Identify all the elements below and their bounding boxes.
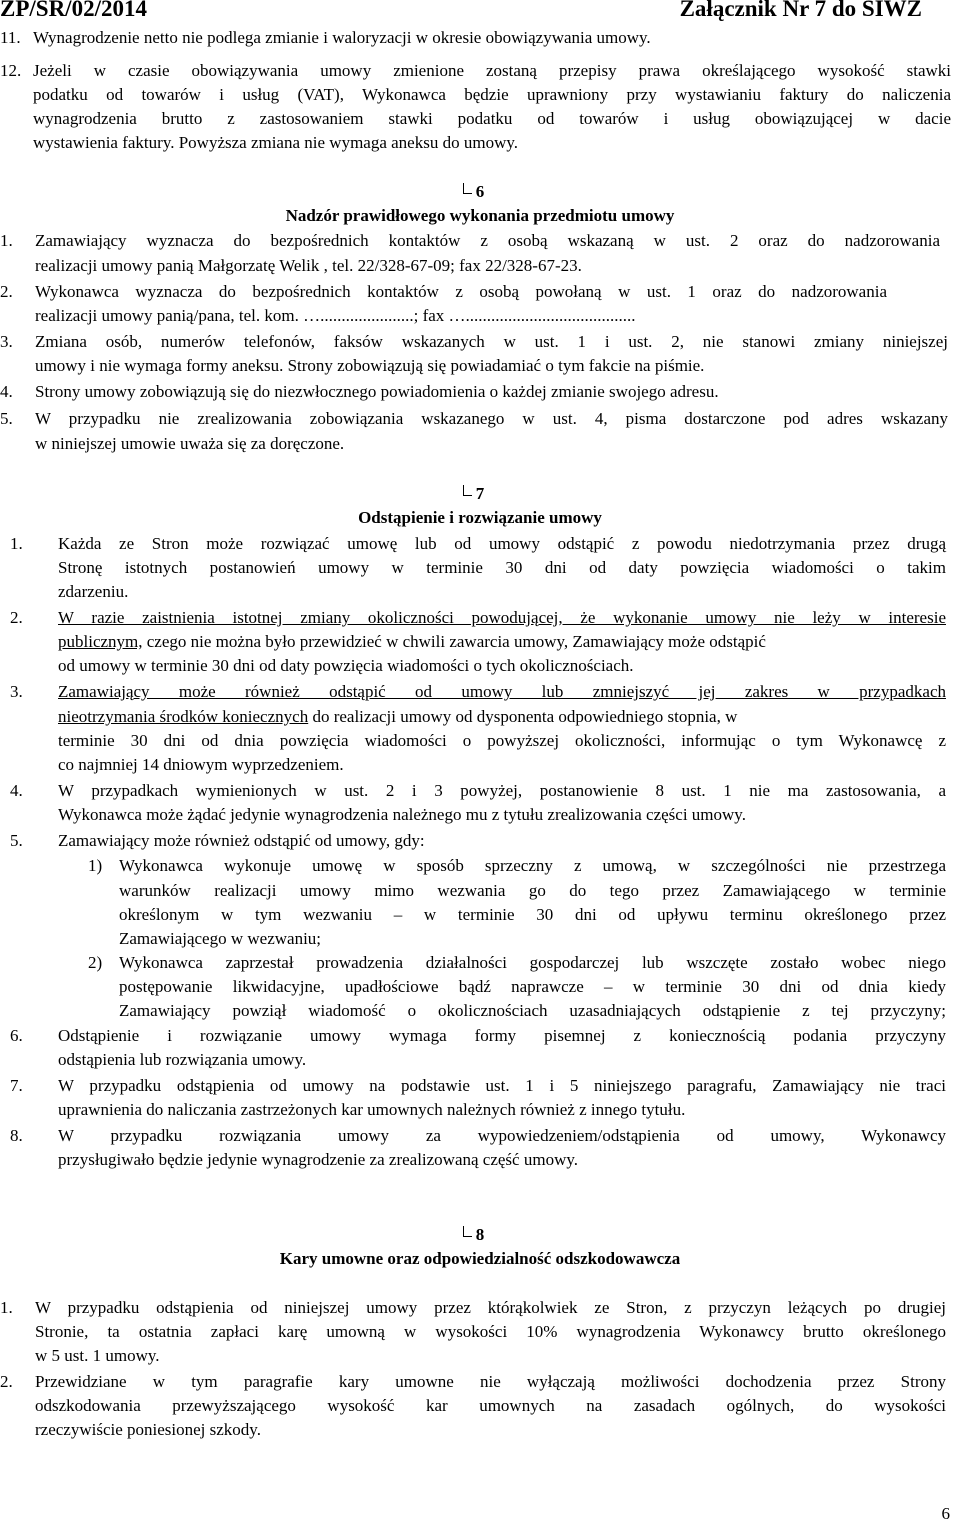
list-item: 1. W przypadku odstąpienia od niniejszej umowy przez którąkolwiek ze Stron, z przyczyn leżących po drugiej: [0, 1298, 946, 1317]
list-item: 6. Odstąpienie i rozwiązanie umowy wymaga formy pisemnej z koniecznością podania przyczyny: [10, 1026, 946, 1045]
page-number: 6: [941, 1504, 950, 1523]
list-item: 4. W przypadkach wymienionych w ust. 2 i 3 powyżej, postanowienie 8 ust. 1 nie ma zastosowania, a: [10, 781, 946, 800]
list-item: 7. W przypadku odstąpienia od umowy na podstawie ust. 1 i 5 niniejszego paragrafu, Zamawiający nie traci: [10, 1076, 946, 1095]
item-text-line: Jeżeli w czasie obowiązywania umowy zmienione zostaną przepisy prawa określającego wysokość stawki: [33, 61, 951, 80]
section-8-number: 8: [0, 1223, 960, 1247]
sub-list-item: 2) Wykonawca zaprzestał prowadzenia działalności gospodarczej lub wszczęte zostało wobec niego: [88, 953, 946, 972]
item-number: 12.: [0, 61, 22, 80]
section-7-number: 7: [0, 482, 960, 506]
list-item: 2. W razie zaistnienia istotnej zmiany okoliczności powodującej, że wykonanie umowy nie leży w interesie: [10, 608, 946, 627]
item-text-line: wystawienia faktury. Powyższa zmiana nie wymaga aneksu do umowy.: [33, 133, 518, 152]
sub-list-item: 1) Wykonawca wykonuje umowę w sposób sprzeczny z umową, w szczególności nie przestrzega: [88, 856, 946, 875]
attachment-label: Załącznik Nr 7 do SIWZ: [679, 0, 922, 21]
page-header: [0, 0, 960, 24]
list-item: 1. Zamawiający wyznacza do bezpośrednich kontaktów z osobą wskazaną w ust. 2 oraz do nadzorowania: [0, 231, 940, 250]
list-item: 4. Strony umowy zobowiązują się do niezwłocznego powiadomienia o każdej zmianie swojego adresu.: [0, 382, 719, 401]
list-item: 2. Przewidziane w tym paragrafie kary umowne nie wyłączają możliwości dochodzenia przez Strony: [0, 1372, 946, 1391]
section-6-number: 6: [0, 180, 960, 204]
list-item: 8. W przypadku rozwiązania umowy za wypowiedzeniem/odstąpienia od umowy, Wykonawcy: [10, 1126, 946, 1145]
section-8-title: Kary umowne oraz odpowiedzialność odszkodowawcza: [279, 1249, 681, 1268]
list-item: 5. W przypadku nie zrealizowania zobowiązania wskazanego w ust. 4, pisma dostarczone pod adres wskazany: [0, 409, 948, 428]
list-item: 3. Zmiana osób, numerów telefonów, faksów wskazanych w ust. 1 i ust. 2, nie stanowi zmiany niniejszej: [0, 332, 948, 351]
list-item: 1. Każda ze Stron może rozwiązać umowę lub od umowy odstąpić z powodu niedotrzymania przez drugą: [10, 534, 946, 553]
list-item: 3. Zamawiający może również odstąpić od umowy lub zmniejszyć jej zakres w przypadkach: [10, 682, 946, 701]
section-6-title: Nadzór prawidłowego wykonania przedmiotu umowy: [285, 206, 675, 225]
list-item: 5. Zamawiający może również odstąpić od umowy, gdy:: [10, 831, 425, 850]
document-reference: ZP/SR/02/2014: [0, 0, 147, 21]
item-number: 11.: [0, 28, 21, 47]
item-text: Wynagrodzenie netto nie podlega zmianie i waloryzacji w okresie obowiązywania umowy.: [33, 28, 651, 47]
list-item: 2. Wykonawca wyznacza do bezpośrednich kontaktów z osobą powołaną w ust. 1 oraz do nadzorowania: [0, 282, 887, 301]
item-text-line: wynagrodzenia brutto z zastosowaniem stawki podatku od towarów i usług obowiązującej w dacie: [33, 109, 951, 128]
paragraph-11: [0, 26, 960, 50]
item-text-line: podatku od towarów i usług (VAT), Wykonawca będzie uprawniony przy wystawianiu faktury do naliczenia: [33, 85, 951, 104]
section-7-title: Odstąpienie i rozwiązanie umowy: [358, 508, 602, 527]
